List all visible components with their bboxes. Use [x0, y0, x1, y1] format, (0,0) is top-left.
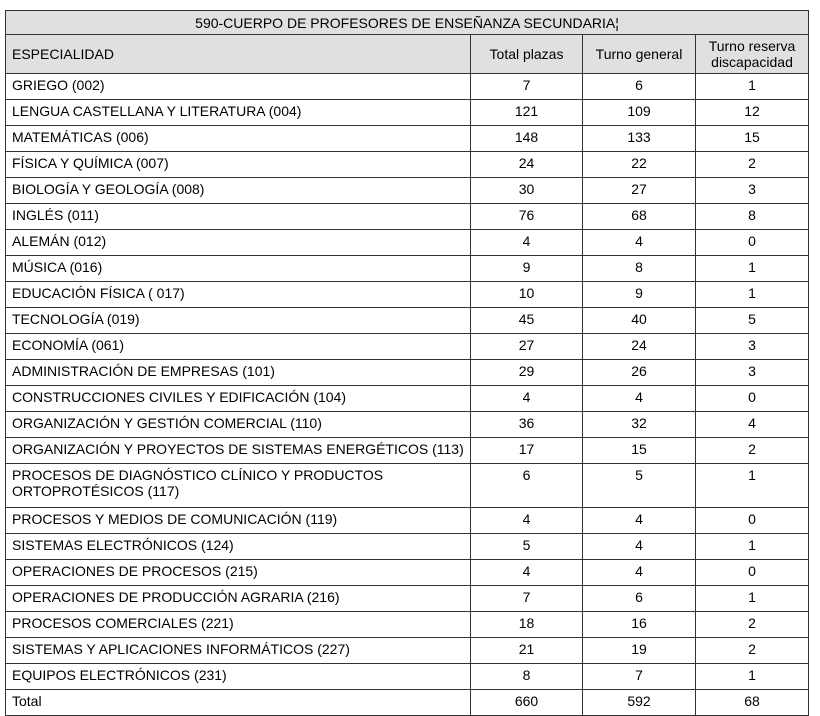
plazas-table	[5, 10, 809, 716]
cell-total-plazas: 24	[471, 152, 583, 178]
cell-turno-general: 4	[583, 230, 696, 256]
cell-turno-general: 19	[583, 638, 696, 664]
cell-especialidad: SISTEMAS ELECTRÓNICOS (124)	[6, 534, 471, 560]
cell-total-plazas: 29	[471, 360, 583, 386]
table-row	[6, 308, 809, 334]
cell-total-plazas: 7	[471, 74, 583, 100]
cell-turno-general: 9	[583, 282, 696, 308]
cell-turno-general: 4	[583, 534, 696, 560]
cell-turno-reserva: 2	[696, 152, 809, 178]
table-row	[6, 256, 809, 282]
cell-turno-reserva: 1	[696, 534, 809, 560]
table-row	[6, 438, 809, 464]
table-row	[6, 152, 809, 178]
header-row	[6, 35, 809, 74]
cell-total-plazas: 4	[471, 560, 583, 586]
header-total-plazas: Total plazas	[471, 35, 583, 74]
cell-turno-reserva: 2	[696, 638, 809, 664]
header-turno-general: Turno general	[583, 35, 696, 74]
table-row	[6, 638, 809, 664]
cell-turno-reserva: 12	[696, 100, 809, 126]
cell-total-plazas: 5	[471, 534, 583, 560]
total-turno-reserva: 68	[696, 690, 809, 716]
cell-turno-general: 15	[583, 438, 696, 464]
cell-total-plazas: 10	[471, 282, 583, 308]
cell-turno-general: 22	[583, 152, 696, 178]
cell-especialidad: ECONOMÍA (061)	[6, 334, 471, 360]
cell-especialidad: MÚSICA (016)	[6, 256, 471, 282]
cell-total-plazas: 4	[471, 508, 583, 534]
cell-turno-general: 7	[583, 664, 696, 690]
cell-total-plazas: 76	[471, 204, 583, 230]
cell-especialidad: ALEMÁN (012)	[6, 230, 471, 256]
cell-turno-general: 109	[583, 100, 696, 126]
cell-turno-general: 68	[583, 204, 696, 230]
cell-turno-reserva: 8	[696, 204, 809, 230]
cell-total-plazas: 45	[471, 308, 583, 334]
cell-turno-reserva: 15	[696, 126, 809, 152]
cell-especialidad: PROCESOS COMERCIALES (221)	[6, 612, 471, 638]
cell-turno-reserva: 3	[696, 360, 809, 386]
table-row	[6, 360, 809, 386]
table-row	[6, 464, 809, 508]
cell-total-plazas: 18	[471, 612, 583, 638]
cell-total-plazas: 30	[471, 178, 583, 204]
cell-especialidad: TECNOLOGÍA (019)	[6, 308, 471, 334]
cell-turno-reserva: 3	[696, 178, 809, 204]
table-row	[6, 560, 809, 586]
cell-total-plazas: 6	[471, 464, 583, 508]
cell-turno-reserva: 1	[696, 664, 809, 690]
cell-total-plazas: 121	[471, 100, 583, 126]
cell-turno-general: 8	[583, 256, 696, 282]
cell-turno-reserva: 2	[696, 612, 809, 638]
cell-turno-reserva: 3	[696, 334, 809, 360]
table-title: 590-CUERPO DE PROFESORES DE ENSEÑANZA SECUNDARIA¦	[6, 11, 809, 35]
cell-turno-general: 4	[583, 386, 696, 412]
cell-especialidad: OPERACIONES DE PROCESOS (215)	[6, 560, 471, 586]
cell-turno-general: 6	[583, 74, 696, 100]
cell-especialidad: LENGUA CASTELLANA Y LITERATURA (004)	[6, 100, 471, 126]
cell-especialidad: INGLÉS (011)	[6, 204, 471, 230]
cell-especialidad: CONSTRUCCIONES CIVILES Y EDIFICACIÓN (104)	[6, 386, 471, 412]
cell-turno-general: 5	[583, 464, 696, 508]
cell-especialidad: PROCESOS DE DIAGNÓSTICO CLÍNICO Y PRODUCTOS ORTOPROTÉSICOS (117)	[6, 464, 471, 508]
cell-turno-general: 4	[583, 508, 696, 534]
cell-especialidad: ORGANIZACIÓN Y GESTIÓN COMERCIAL (110)	[6, 412, 471, 438]
cell-especialidad: MATEMÁTICAS (006)	[6, 126, 471, 152]
table-row	[6, 74, 809, 100]
cell-turno-reserva: 1	[696, 74, 809, 100]
total-row	[6, 690, 809, 716]
cell-total-plazas: 27	[471, 334, 583, 360]
cell-turno-reserva: 0	[696, 508, 809, 534]
cell-turno-general: 40	[583, 308, 696, 334]
total-label: Total	[6, 690, 471, 716]
table-row	[6, 386, 809, 412]
cell-turno-reserva: 0	[696, 230, 809, 256]
cell-especialidad: OPERACIONES DE PRODUCCIÓN AGRARIA (216)	[6, 586, 471, 612]
table-row	[6, 126, 809, 152]
cell-total-plazas: 7	[471, 586, 583, 612]
header-turno-reserva: Turno reserva discapacidad	[696, 35, 809, 74]
cell-total-plazas: 8	[471, 664, 583, 690]
cell-total-plazas: 4	[471, 386, 583, 412]
table-row	[6, 100, 809, 126]
cell-turno-general: 6	[583, 586, 696, 612]
cell-total-plazas: 17	[471, 438, 583, 464]
cell-especialidad: ADMINISTRACIÓN DE EMPRESAS (101)	[6, 360, 471, 386]
cell-turno-general: 27	[583, 178, 696, 204]
cell-turno-general: 26	[583, 360, 696, 386]
cell-turno-reserva: 1	[696, 586, 809, 612]
cell-turno-general: 16	[583, 612, 696, 638]
table-row	[6, 586, 809, 612]
cell-turno-reserva: 2	[696, 438, 809, 464]
cell-turno-general: 133	[583, 126, 696, 152]
total-turno-general: 592	[583, 690, 696, 716]
cell-total-plazas: 21	[471, 638, 583, 664]
cell-especialidad: BIOLOGÍA Y GEOLOGÍA (008)	[6, 178, 471, 204]
table-title-row	[6, 11, 809, 35]
cell-turno-general: 4	[583, 560, 696, 586]
cell-especialidad: FÍSICA Y QUÍMICA (007)	[6, 152, 471, 178]
cell-turno-reserva: 5	[696, 308, 809, 334]
table-row	[6, 612, 809, 638]
total-plazas: 660	[471, 690, 583, 716]
cell-especialidad: EQUIPOS ELECTRÓNICOS (231)	[6, 664, 471, 690]
table-row	[6, 282, 809, 308]
table-row	[6, 412, 809, 438]
cell-total-plazas: 36	[471, 412, 583, 438]
cell-especialidad: EDUCACIÓN FÍSICA ( 017)	[6, 282, 471, 308]
cell-turno-reserva: 1	[696, 464, 809, 508]
cell-total-plazas: 4	[471, 230, 583, 256]
table-row	[6, 178, 809, 204]
cell-especialidad: ORGANIZACIÓN Y PROYECTOS DE SISTEMAS ENERGÉTICOS (113)	[6, 438, 471, 464]
cell-total-plazas: 148	[471, 126, 583, 152]
cell-total-plazas: 9	[471, 256, 583, 282]
table-row	[6, 508, 809, 534]
table-row	[6, 334, 809, 360]
cell-turno-general: 32	[583, 412, 696, 438]
cell-turno-reserva: 0	[696, 386, 809, 412]
table-row	[6, 204, 809, 230]
cell-turno-reserva: 0	[696, 560, 809, 586]
cell-turno-reserva: 4	[696, 412, 809, 438]
table-row	[6, 230, 809, 256]
cell-turno-reserva: 1	[696, 256, 809, 282]
cell-turno-general: 24	[583, 334, 696, 360]
cell-especialidad: SISTEMAS Y APLICACIONES INFORMÁTICOS (227)	[6, 638, 471, 664]
table-row	[6, 534, 809, 560]
cell-especialidad: GRIEGO (002)	[6, 74, 471, 100]
header-especialidad: ESPECIALIDAD	[6, 35, 471, 74]
cell-turno-reserva: 1	[696, 282, 809, 308]
cell-especialidad: PROCESOS Y MEDIOS DE COMUNICACIÓN (119)	[6, 508, 471, 534]
